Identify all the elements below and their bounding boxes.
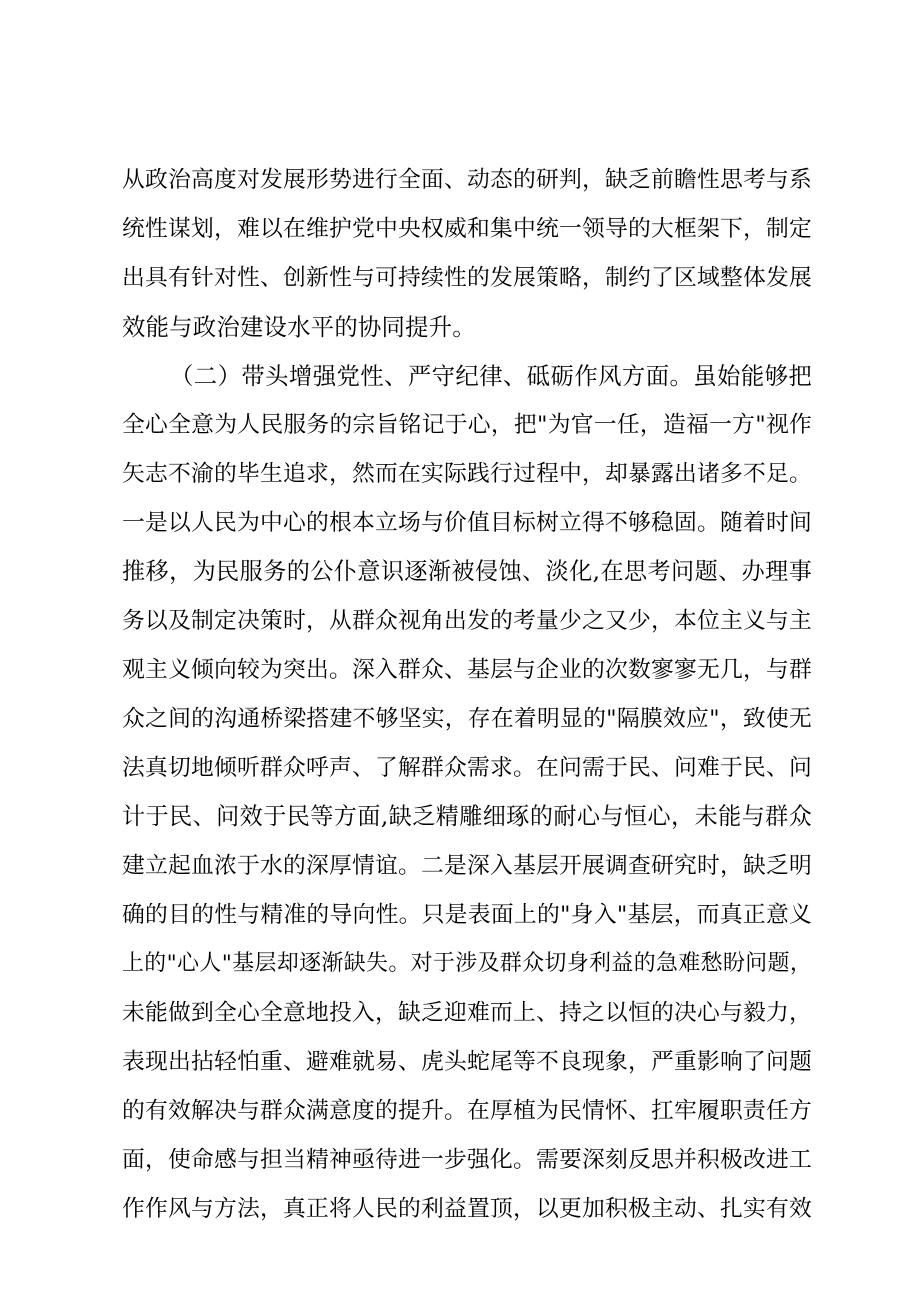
text-line: 务以及制定决策时，从群众视角出发的考量少之又少，本位主义与主 (122, 608, 812, 634)
text-line: 表现出拈轻怕重、避难就易、虎头蛇尾等不良现象，严重影响了问题 (122, 1049, 812, 1075)
text-line: 确的目的性与精准的导向性。只是表面上的"身入"基层，而真正意义 (122, 902, 812, 928)
text-line: 从政治高度对发展形势进行全面、动态的研判，缺乏前瞻性思考与系 (122, 167, 812, 193)
text-line: 建立起血浓于水的深厚情谊。二是深入基层开展调查研究时，缺乏明 (122, 853, 812, 879)
text-line: 观主义倾向较为突出。深入群众、基层与企业的次数寥寥无几，与群 (122, 657, 812, 683)
text-line: 推移，为民服务的公仆意识逐渐被侵蚀、淡化,在思考问题、办理事 (122, 559, 812, 585)
text-line: 作作风与方法，真正将人民的利益置顶，以更加积极主动、扎实有效 (122, 1196, 812, 1222)
text-line: 出具有针对性、创新性与可持续性的发展策略，制约了区域整体发展 (122, 265, 812, 291)
text-line: 众之间的沟通桥梁搭建不够坚实，存在着明显的"隔膜效应"，致使无 (122, 706, 812, 732)
text-line: 效能与政治建设水平的协同提升。 (122, 313, 476, 341)
text-line: 一是以人民为中心的根本立场与价值目标树立得不够稳固。随着时间 (122, 510, 812, 536)
text-line: 法真切地倾听群众呼声、了解群众需求。在问需于民、问难于民、问 (122, 755, 812, 781)
section-heading-line: （二）带头增强党性、严守纪律、砥砺作风方面。虽始能够把 (170, 362, 812, 390)
text-line: 全心全意为人民服务的宗旨铭记于心，把"为官一任，造福一方"视作 (122, 412, 812, 438)
text-line: 上的"心人"基层却逐渐缺失。对于涉及群众切身利益的急难愁盼问题， (122, 951, 812, 976)
text-line: 统性谋划，难以在维护党中央权威和集中统一领导的大框架下，制定 (122, 216, 812, 242)
text-line: 未能做到全心全意地投入，缺乏迎难而上、持之以恒的决心与毅力， (122, 1000, 812, 1026)
text-line: 矢志不渝的毕生追求，然而在实际践行过程中，却暴露出诸多不足。 (122, 461, 812, 487)
text-line: 面，使命感与担当精神亟待进一步强化。需要深刻反思并积极改进工 (122, 1147, 812, 1173)
text-line: 的有效解决与群众满意度的提升。在厚植为民情怀、扛牢履职责任方 (122, 1098, 812, 1124)
text-line: 计于民、问效于民等方面,缺乏精雕细琢的耐心与恒心，未能与群众 (122, 804, 812, 830)
